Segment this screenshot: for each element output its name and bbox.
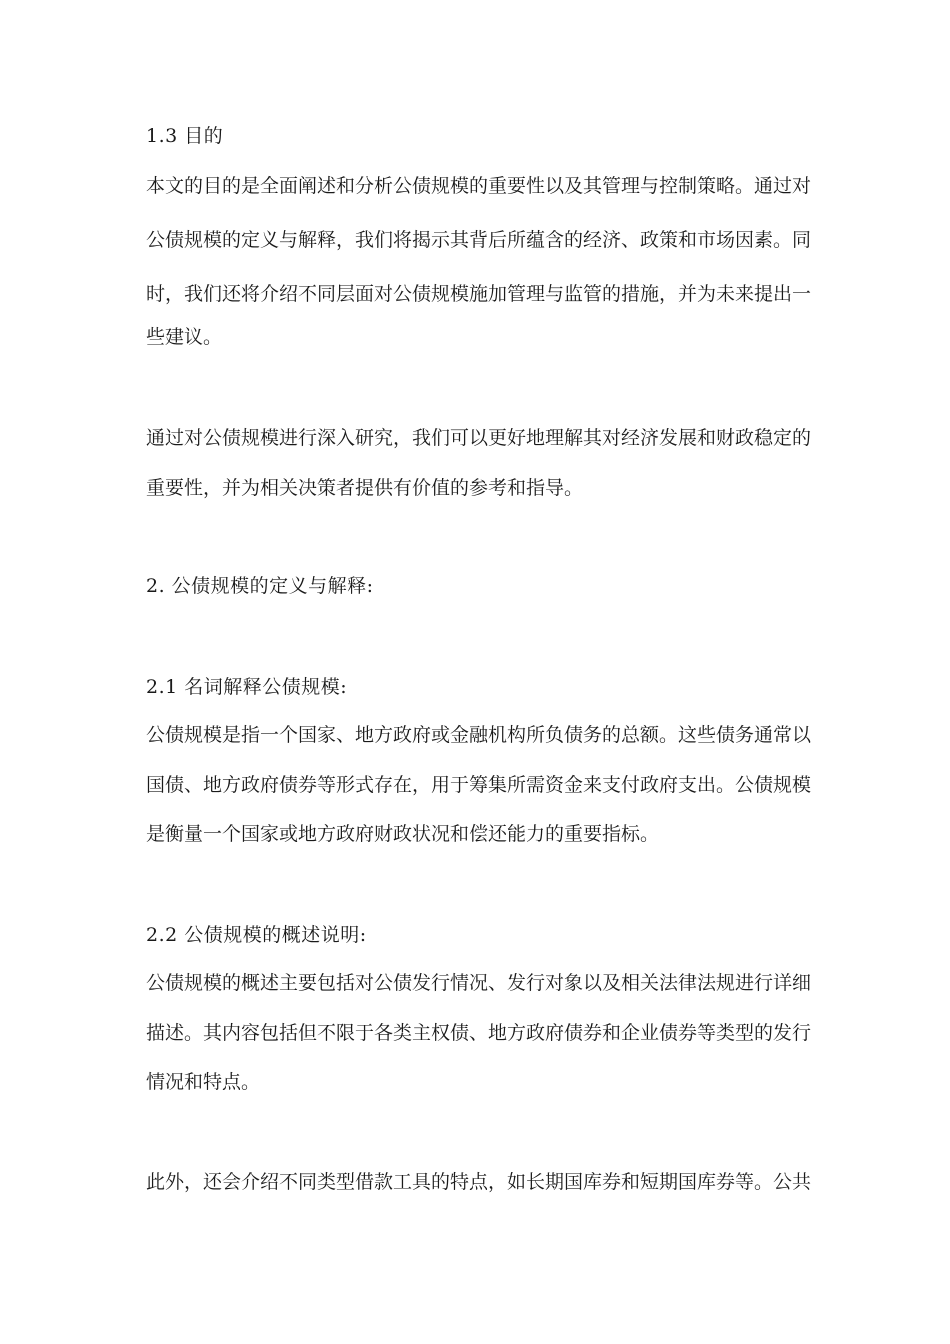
paragraph-line: 此外，还会介绍不同类型借款工具的特点，如长期国库券和短期国库券等。公共	[146, 1171, 812, 1193]
section-heading-1-3: 1.3 目的	[146, 125, 224, 147]
section-heading-2-2: 2.2 公债规模的概述说明:	[146, 924, 367, 946]
paragraph-line: 公债规模的定义与解释，我们将揭示其背后所蕴含的经济、政策和市场因素。同	[146, 229, 812, 251]
paragraph-line: 是衡量一个国家或地方政府财政状况和偿还能力的重要指标。	[146, 823, 660, 845]
section-heading-2: 2. 公债规模的定义与解释:	[146, 575, 374, 597]
paragraph-line: 些建议。	[146, 326, 223, 348]
paragraph-line: 公债规模的概述主要包括对公债发行情况、发行对象以及相关法律法规进行详细	[146, 972, 812, 994]
paragraph-line: 国债、地方政府债券等形式存在，用于筹集所需资金来支付政府支出。公债规模	[146, 774, 812, 796]
paragraph-line: 重要性，并为相关决策者提供有价值的参考和指导。	[146, 477, 584, 499]
paragraph-line: 情况和特点。	[146, 1071, 261, 1093]
section-heading-2-1: 2.1 名词解释公债规模:	[146, 676, 348, 698]
paragraph-line: 通过对公债规模进行深入研究，我们可以更好地理解其对经济发展和财政稳定的	[146, 427, 812, 449]
paragraph-line: 本文的目的是全面阐述和分析公债规模的重要性以及其管理与控制策略。通过对	[146, 175, 812, 197]
paragraph-line: 公债规模是指一个国家、地方政府或金融机构所负债务的总额。这些债务通常以	[146, 724, 812, 746]
paragraph-line: 时，我们还将介绍不同层面对公债规模施加管理与监管的措施，并为未来提出一	[146, 283, 812, 305]
paragraph-line: 描述。其内容包括但不限于各类主权债、地方政府债券和企业债券等类型的发行	[146, 1022, 812, 1044]
